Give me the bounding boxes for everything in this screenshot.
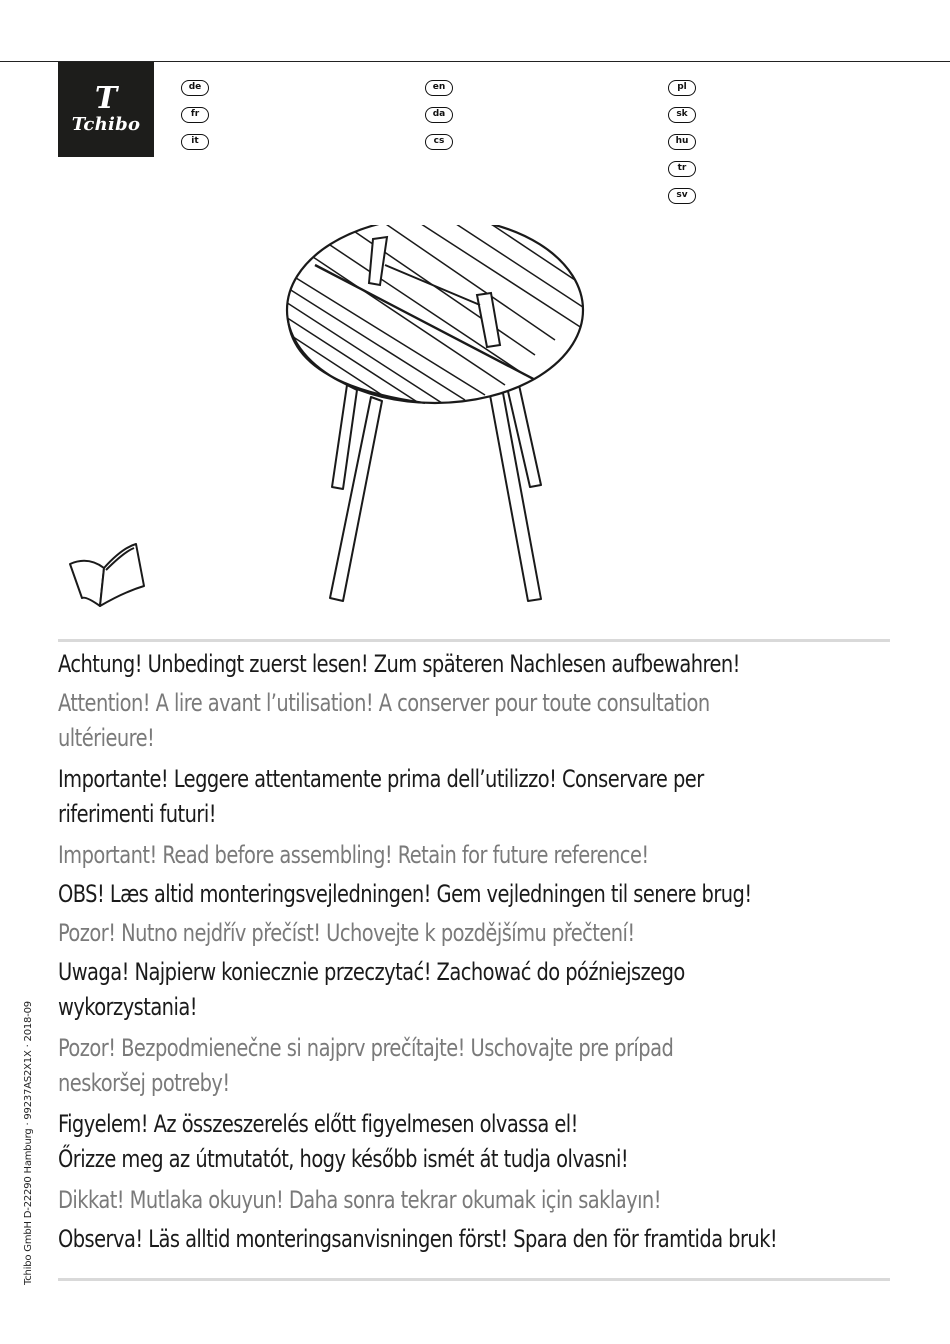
warning-text [58, 1031, 895, 1101]
warning-line: ultérieure! [58, 724, 155, 752]
logo-mark-icon: T [94, 80, 118, 116]
folding-table-illustration [285, 225, 595, 610]
warning-line: OBS! Læs altid monteringsvejledningen! Gem vejledningen til senere brug! [58, 880, 752, 908]
lang-badge-cs: cs [425, 134, 453, 150]
imprint-text: Tchibo GmbH D-22290 Hamburg · 99237AS2X1X · 2018-09 [23, 1001, 34, 1285]
lang-badge-en: en [425, 80, 453, 96]
lang-badge-it: it [181, 134, 209, 150]
warning-text [58, 647, 895, 682]
warning-text [58, 1107, 895, 1177]
language-list-2 [425, 80, 453, 161]
warning-text [58, 762, 895, 832]
lang-badge-hu: hu [668, 134, 696, 150]
warning-line: Observa! Läs alltid monteringsanvisningen först! Spara den för framtida bruk! [58, 1225, 778, 1253]
logo-wordmark: Tchibo [71, 113, 141, 135]
tchibo-logo [58, 62, 154, 157]
lang-badge-pl: pl [668, 80, 696, 96]
warning-line: riferimenti futuri! [58, 800, 216, 828]
warning-text [58, 1222, 895, 1257]
warning-line: Pozor! Nutno nejdřív přečíst! Uchovejte k pozdějšímu přečtení! [58, 919, 635, 947]
warning-text [58, 877, 895, 912]
warning-line: neskoršej potreby! [58, 1069, 230, 1097]
warning-text [58, 955, 895, 1025]
safety-warnings [58, 647, 898, 1261]
language-list-1 [181, 80, 209, 161]
warning-line: Importante! Leggere attentamente prima dell’utilizzo! Conservare per [58, 765, 704, 793]
lang-badge-da: da [425, 107, 453, 123]
lang-badge-de: de [181, 80, 209, 96]
language-list-3 [668, 80, 696, 215]
warning-line: Őrizze meg az útmutatót, hogy később ismét át tudja olvasni! [58, 1145, 629, 1173]
warning-line: wykorzystania! [58, 993, 197, 1021]
warning-line: Figyelem! Az összeszerelés előtt figyelmesen olvassa el! [58, 1110, 578, 1138]
warning-text [58, 686, 895, 756]
warning-line: Dikkat! Mutlaka okuyun! Daha sonra tekrar okumak için saklayın! [58, 1186, 661, 1214]
separator-top [58, 639, 890, 642]
warning-line: Uwaga! Najpierw koniecznie przeczytać! Zachować do późniejszego [58, 958, 685, 986]
lang-badge-sv: sv [668, 188, 696, 204]
manual-book-icon [66, 538, 148, 610]
warning-line: Important! Read before assembling! Retain for future reference! [58, 841, 649, 869]
lang-badge-tr: tr [668, 161, 696, 177]
lang-badge-sk: sk [668, 107, 696, 123]
warning-line: Attention! A lire avant l’utilisation! A conserver pour toute consultation [58, 689, 710, 717]
warning-text [58, 1183, 895, 1218]
warning-line: Achtung! Unbedingt zuerst lesen! Zum späteren Nachlesen aufbewahren! [58, 650, 740, 678]
warning-text [58, 916, 895, 951]
warning-line: Pozor! Bezpodmienečne si najprv prečítajte! Uschovajte pre prípad [58, 1034, 674, 1062]
warning-text [58, 838, 895, 873]
lang-badge-fr: fr [181, 107, 209, 123]
separator-bottom [58, 1278, 890, 1281]
